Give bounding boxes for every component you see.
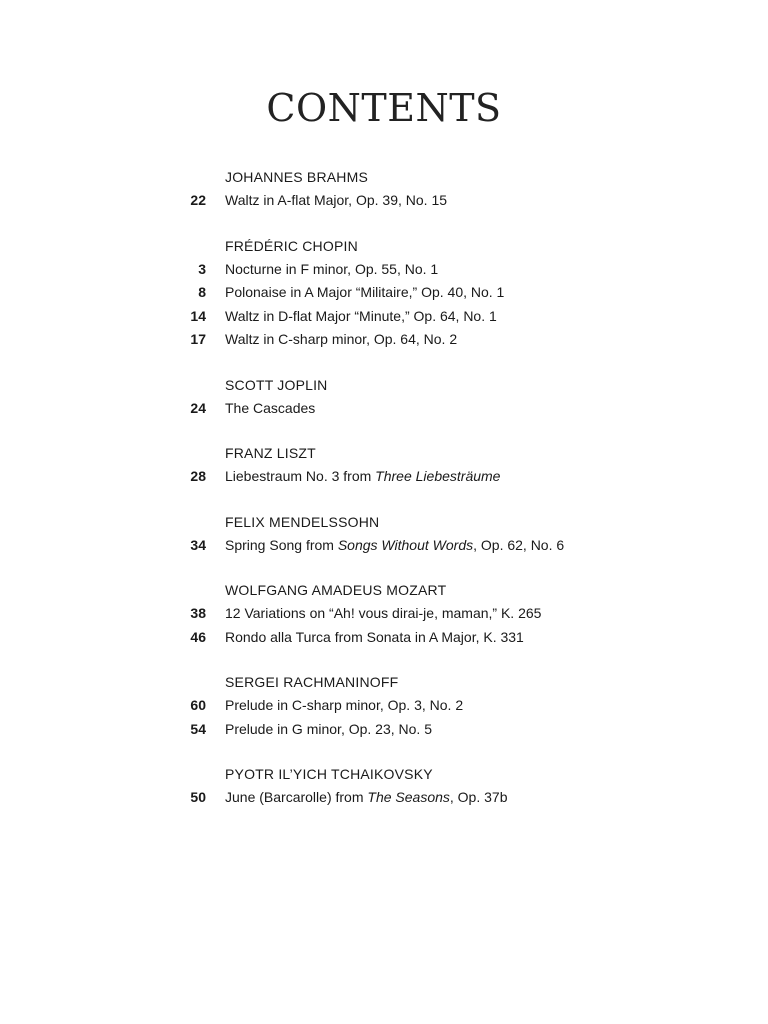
piece-title [225,189,447,213]
piece-title-text: Prelude in G minor, Op. 23, No. 5 [225,720,432,737]
table-of-contents [0,166,768,832]
piece-title [225,305,497,329]
toc-entry[interactable] [0,602,768,626]
page-number: 38 [190,605,206,621]
piece-title [225,328,457,352]
composer-name: FRÉDÉRIC CHOPIN [225,237,358,254]
piece-title-text: Waltz in C-sharp minor, Op. 64, No. 2 [225,331,458,347]
page-number: 8 [198,284,206,300]
composer-name: JOHANNES BRAHMS [225,169,369,185]
composer-name: PYOTR IL’YICH TCHAIKOVSKY [225,766,433,782]
composer-name: SCOTT JOPLIN [225,376,328,393]
piece-title-text: Waltz in D-flat Major “Minute,” Op. 64, No. 1 [225,307,497,324]
toc-entry[interactable] [0,281,768,305]
piece-title [225,258,438,282]
toc-entry[interactable] [0,786,768,810]
page-number: 54 [190,720,206,737]
toc-entry[interactable] [0,305,768,329]
piece-title-text: Polonaise in A Major “Militaire,” Op. 40, No. 1 [225,284,505,300]
composer-name: WOLFGANG AMADEUS MOZART [225,582,447,598]
piece-title-text: Rondo alla Turca from Sonata in A Major, K. 331 [225,628,524,645]
piece-title-text: Prelude in C-sharp minor, Op. 3, No. 2 [225,697,464,713]
piece-title-suffix: , Op. 62, No. 6 [473,536,565,553]
page-number: 17 [190,331,206,347]
page-number: 50 [190,789,206,805]
page-number: 60 [190,697,206,713]
piece-title [225,786,507,810]
page-number: 22 [190,192,206,208]
piece-title-text: Nocturne in F minor, Op. 55, No. 1 [225,260,439,277]
page-number: 3 [198,260,206,277]
piece-title [225,718,432,742]
toc-entry[interactable] [0,626,768,650]
composer-section [0,166,768,213]
toc-entry[interactable] [0,694,768,718]
toc-entry[interactable] [0,397,768,421]
toc-entry[interactable] [0,718,768,742]
piece-title [225,534,564,558]
toc-entry[interactable] [0,328,768,352]
page-number: 46 [190,628,206,645]
piece-title-text: The Cascades [225,399,316,416]
toc-entry[interactable] [0,258,768,282]
composer-name: SERGEI RACHMANINOFF [225,674,399,690]
composer-section [0,374,768,421]
piece-title-text: Spring Song from [225,536,338,553]
page-number: 34 [190,536,206,553]
composer-name: FELIX MENDELSSOHN [225,513,380,530]
piece-title [225,281,504,305]
piece-title [225,694,463,718]
composer-section [0,235,768,352]
piece-title [225,397,315,421]
piece-title [225,602,541,626]
piece-title [225,626,524,650]
piece-title-suffix: , Op. 37b [449,789,508,805]
piece-collection-title: The Seasons [367,789,450,805]
page-title: CONTENTS [266,86,502,130]
piece-title-text: Liebestraum No. 3 from [225,468,376,484]
composer-section [0,511,768,558]
composer-section [0,579,768,649]
piece-title-text: June (Barcarolle) from [225,789,368,805]
piece-title [225,465,500,489]
toc-entry[interactable] [0,189,768,213]
composer-section [0,763,768,810]
toc-entry[interactable] [0,465,768,489]
toc-entry[interactable] [0,534,768,558]
composer-section [0,671,768,741]
piece-collection-title: Songs Without Words [337,536,474,553]
piece-title-text: Waltz in A-flat Major, Op. 39, No. 15 [225,192,448,208]
piece-collection-title: Three Liebesträume [375,468,501,484]
page-number: 28 [190,468,206,484]
piece-title-text: 12 Variations on “Ah! vous dirai-je, maman,” K. 265 [225,605,542,621]
page-number: 14 [190,307,206,324]
composer-section [0,442,768,489]
composer-name: FRANZ LISZT [225,445,316,461]
page-number: 24 [190,399,206,416]
